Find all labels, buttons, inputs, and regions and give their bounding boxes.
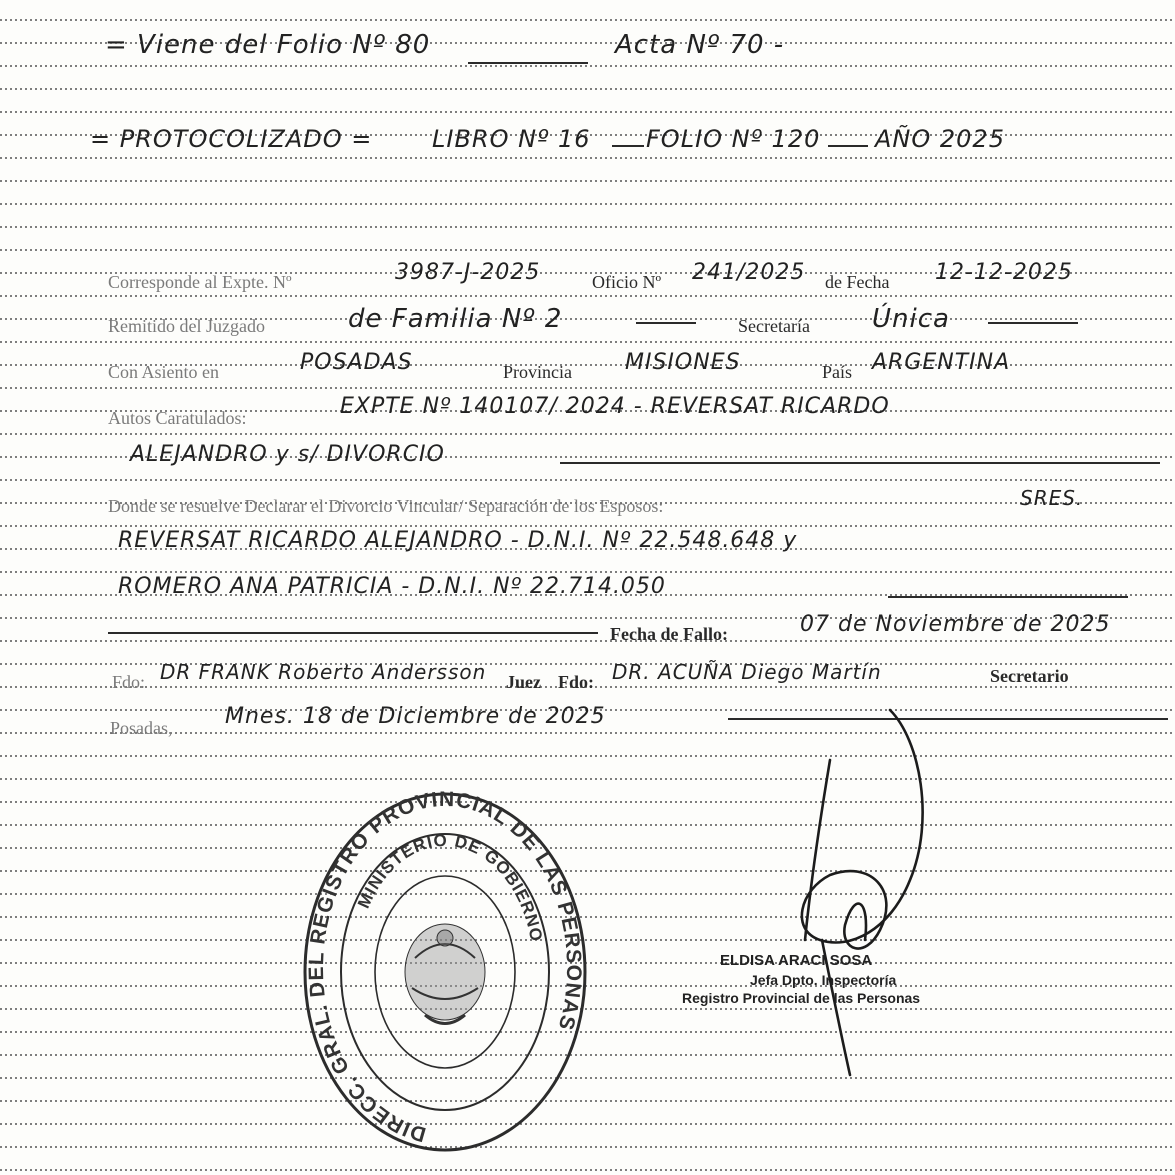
juzgado-value: de Familia Nº 2 xyxy=(348,304,563,334)
folio-number: FOLIO Nº 120 xyxy=(646,125,821,153)
autos-label: Autos Caratulados: xyxy=(108,408,247,428)
seal-ring-text: DIRECC. GRAL. DEL REGISTRO PROVINCIAL DE LAS PERSONAS xyxy=(304,790,586,1146)
expte-value: 3987-J-2025 xyxy=(395,260,541,285)
esposa-line: ROMERO ANA PATRICIA - D.N.I. Nº 22.714.050 xyxy=(118,574,666,599)
stamp-office: Registro Provincial de las Personas xyxy=(682,990,921,1006)
resuelve-label: Donde se resuelve Declarar el Divorcio Vincular/ Separación de los Esposos: xyxy=(108,496,664,516)
juez-label: Juez xyxy=(506,672,541,692)
line-filler xyxy=(612,145,644,147)
fecha-label: de Fecha xyxy=(825,272,890,292)
stamp-role: Jefa Dpto. Inspectoría xyxy=(750,972,897,988)
line-filler xyxy=(828,145,868,147)
asiento-label: Con Asiento en xyxy=(108,362,219,382)
acta-number: Acta Nº 70 - xyxy=(615,30,785,60)
corresponde-label: Corresponde al Expte. Nº xyxy=(108,272,292,292)
line-filler xyxy=(108,632,598,634)
autos-value-line-2: ALEJANDRO y s/ DIVORCIO xyxy=(130,442,445,467)
coat-of-arms-icon xyxy=(405,924,485,1024)
oficio-label: Oficio Nº xyxy=(592,272,662,292)
secretaria-value: Única xyxy=(872,304,950,334)
provincia-value: MISIONES xyxy=(625,350,741,375)
line-filler xyxy=(468,62,588,64)
pais-label: País xyxy=(822,362,853,382)
libro-number: LIBRO Nº 16 xyxy=(432,125,591,153)
lugar-fecha-value: Mnes. 18 de Diciembre de 2025 xyxy=(225,704,606,729)
juez-value: DR FRANK Roberto Andersson xyxy=(160,660,487,684)
seal-inner-text: MINISTERIO DE GOBIERNO xyxy=(353,830,547,944)
oficio-value: 241/2025 xyxy=(692,260,806,285)
lugar-label: Posadas, xyxy=(110,718,173,738)
fdo2-label: Fdo: xyxy=(558,672,594,692)
protocolizado-label: = PROTOCOLIZADO = xyxy=(90,125,373,153)
anio-value: AÑO 2025 xyxy=(875,125,1005,153)
line-filler xyxy=(888,596,1128,598)
secretario-value: DR. ACUÑA Diego Martín xyxy=(612,660,882,684)
secretaria-label: Secretaría xyxy=(738,316,810,336)
line-filler xyxy=(988,322,1078,324)
stamp-name: ELDISA ARACI SOSA xyxy=(720,952,873,969)
line-filler xyxy=(636,322,696,324)
autos-value-line-1: EXPTE Nº 140107/ 2024 - REVERSAT RICARDO xyxy=(340,394,890,419)
fecha-value: 12-12-2025 xyxy=(935,260,1073,285)
fecha-fallo-value: 07 de Noviembre de 2025 xyxy=(800,612,1111,637)
official-seal xyxy=(300,790,590,1160)
fecha-fallo-label: Fecha de Fallo: xyxy=(610,624,728,644)
secretario-label: Secretario xyxy=(990,666,1069,686)
resuelve-value: SRES. xyxy=(1020,486,1084,510)
remitido-label: Remitido del Juzgado xyxy=(108,316,265,336)
esposo-line: REVERSAT RICARDO ALEJANDRO - D.N.I. Nº 22.548.648 y xyxy=(118,528,798,553)
asiento-value: POSADAS xyxy=(300,350,413,375)
handwritten-signature xyxy=(760,700,980,1090)
line-filler xyxy=(560,462,1160,464)
pais-value: ARGENTINA xyxy=(872,350,1011,375)
provincia-label: Provincia xyxy=(503,362,572,382)
viene-del-folio: = Viene del Folio Nº 80 xyxy=(105,30,431,60)
fdo-label: Fdo: xyxy=(112,672,146,692)
